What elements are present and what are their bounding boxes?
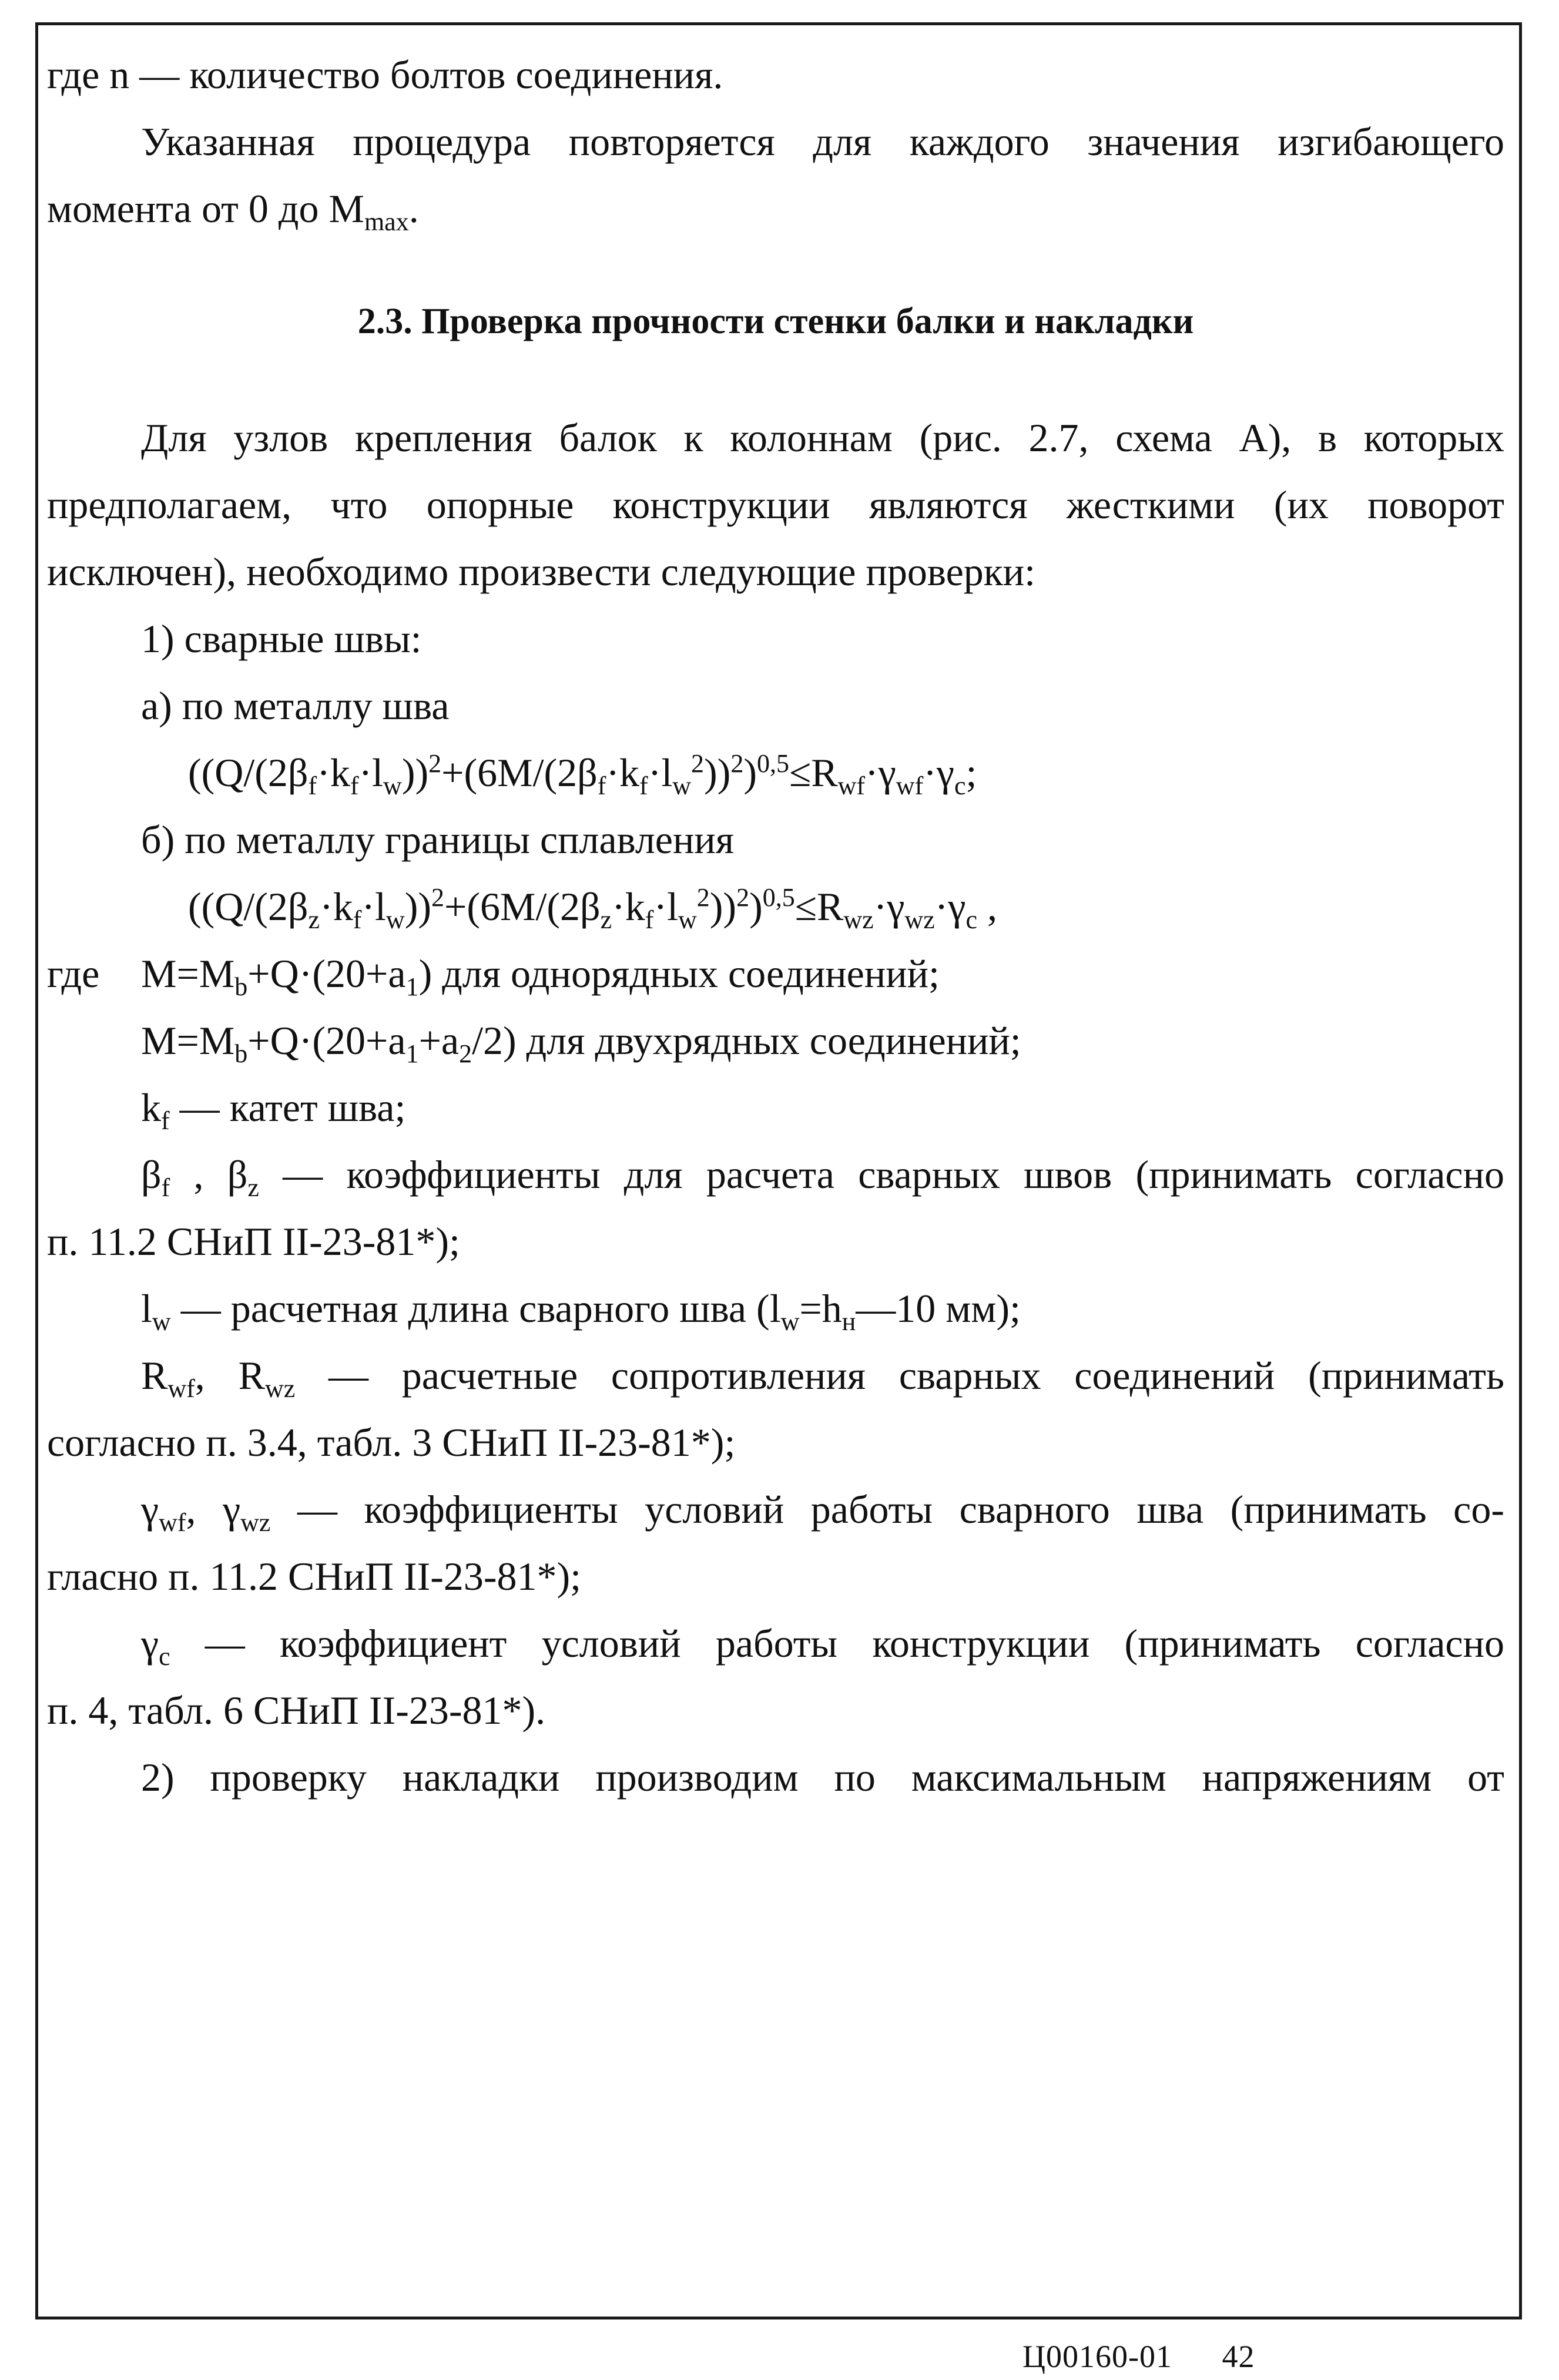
- list-item: а) по металлу шва: [141, 683, 450, 728]
- definition-line: $\gamma_c$ — коэффициент условий работы конструкции (принимать согласно: [141, 1621, 1504, 1671]
- definition-line: $R_{wf}$, $R_{wz}$ — расчетные сопротивления сварных соединений (принимать: [141, 1353, 1505, 1404]
- definition-line: $\beta_f$ , $\beta_z$ — коэффициенты для расчета сварных швов (принимать согласно: [141, 1152, 1504, 1203]
- text-line: Указанная процедура повторяется для каждого значения изгибающего: [141, 119, 1504, 164]
- formula-weld-metal: $((Q/(2\beta_f\cdot k_f\cdot l_w))^2+(6M/(2\beta_f\cdot k_f\cdot l_w^2))^2)^{0,5}\le R_{wf}\cdot\gamma_{wf}\cdot\gamma_c$;: [188, 748, 977, 801]
- text-line: предполагаем, что опорные конструкции являются жесткими (их поворот: [47, 482, 1504, 527]
- section-heading: 2.3. Проверка прочности стенки балки и накладки: [357, 301, 1194, 341]
- definition-line: $M=M_b+Q\cdot(20+a_1+a_2/2)$ для двухрядных соединений;: [141, 1018, 1021, 1069]
- text-line: Для узлов крепления балок к колоннам (рис. 2.7, схема А), в которых: [141, 415, 1504, 460]
- text-line: момента от 0 до $M_{max}$.: [47, 186, 419, 237]
- document-body: [47, 41, 1504, 1811]
- page-footer: [1022, 2338, 1255, 2375]
- list-item: б) по металлу границы сплавления: [141, 817, 735, 862]
- text-line: исключен), необходимо произвести следующие проверки:: [47, 549, 1036, 594]
- document-code: Ц00160-01: [1022, 2339, 1172, 2374]
- definition-line: п. 4, табл. 6 СНиП II-23-81*).: [47, 1688, 546, 1733]
- definition-line: $\gamma_{wf}$, $\gamma_{wz}$ — коэффициенты условий работы сварного шва (принимать со-: [141, 1487, 1504, 1538]
- definition-line: $l_w$ — расчетная длина сварного шва ($l_w=h_н—10$ мм);: [141, 1286, 1021, 1337]
- list-item: 1) сварные швы:: [141, 616, 422, 661]
- definition-line: $k_f$ — катет шва;: [141, 1085, 406, 1136]
- definition-line: согласно п. 3.4, табл. 3 СНиП II-23-81*);: [47, 1420, 736, 1465]
- definition-line: где $M=M_b+Q\cdot(20+a_1)$ для однорядных соединений;: [47, 951, 940, 1002]
- text-line: 2) проверку накладки производим по максимальным напряжениям от: [141, 1755, 1504, 1800]
- page-number: 42: [1222, 2339, 1255, 2374]
- definition-line: п. 11.2 СНиП II-23-81*);: [47, 1219, 460, 1264]
- formula-fusion-boundary: $((Q/(2\beta_z\cdot k_f\cdot l_w))^2+(6M/(2\beta_z\cdot k_f\cdot l_w^2))^2)^{0,5}\le R_{wz}\cdot\gamma_{wz}\cdot\gamma_c$ ,: [188, 882, 997, 935]
- text-line: где n — количество болтов соединения.: [47, 52, 723, 97]
- definition-line: гласно п. 11.2 СНиП II-23-81*);: [47, 1554, 582, 1599]
